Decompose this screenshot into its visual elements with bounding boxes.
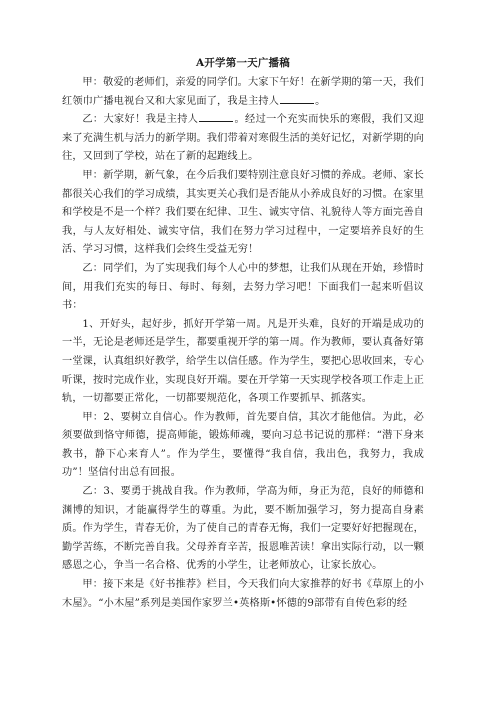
- paragraph-3: 甲：新学期，新气象，在今后我们要特别注意良好习惯的养成。老师、家长都很关心我们的学习成绩，其实更关心我们是否能从小养成良好的习惯。在家里和学校是不是一个样？我们要在纪律、卫生、诚实守信、礼貌待人等方面完善自我，与人友好相处、诚实守信，我们在努力学习过程中，一定要培养良好的生活、学习习惯，这样我们会终生受益无穷！: [62, 169, 424, 256]
- paragraph-text: 乙：大家好！我是主持人: [82, 114, 199, 126]
- paragraph-1: [62, 74, 424, 111]
- paragraph-text: 甲：敬爱的老师们，亲爱的同学们。大家下午好！在新学期的第一天，我们红领巾广播电视台又和大家见面了，我是主持人: [62, 77, 424, 107]
- paragraph-text: 。经过一个充实而快乐的寒假，我们又迎来了充满生机与活力的新学期。我们带着对寒假生活的美好记忆，对新学期的向往，又回到了学校，站在了新的起跑线上。: [62, 114, 424, 163]
- paragraph-5: 1、开好头，起好步，抓好开学第一周。凡是开头难，良好的开端是成功的一半，无论是老师还是学生，都要重视开学的第一周。作为教师，要认真备好第一堂课，认真组织好教学，给学生以信任感。作为学生，要把心思收回来，专心听课，按时完成作业，实现良好开端。要在开学第一天实现学校各项工作走上正轨，一切都要正常化，一切都要规范化，各项工作要抓早、抓落实。: [62, 318, 424, 405]
- paragraph-6: 甲：2、要树立自信心。作为教师，首先要自信，其次才能他信。为此，必须要做到恪守师德，提高师能，锻炼师魂，要向习总书记说的那样：“潜下身来教书，静下心来育人”。作为学生，要懂得“我自信，我出色，我努力，我成功”！坚信付出总有回报。: [62, 411, 424, 479]
- document-title: A开学第一天广播稿: [196, 57, 290, 69]
- paragraph-8: 甲：接下来是《好书推荐》栏目，今天我们向大家推荐的好书《草原上的小木屋》。“小木屋”系列是美国作家罗兰•英格斯•怀德的9部带有自传色彩的经: [62, 579, 424, 609]
- paragraph-text: 。: [315, 95, 326, 107]
- paragraph-7: 乙：3、要勇于挑战自我。作为教师，学高为师，身正为范，良好的师德和渊博的知识，才能赢得学生的尊重。为此，要不断加强学习，努力提高自身素质。作为学生，青春无价，为了使自己的青春无悔，我们一定要好好把握现在，勤学苦练，不断完善自我。父母养育辛苦，报恩唯苦读！拿出实际行动，以一颗感恩之心，争当一名合格、优秀的小学生，让老师放心，让家长放心。: [62, 486, 424, 572]
- paragraph-2: [62, 111, 424, 167]
- name-blank: [280, 93, 314, 104]
- paragraph-4: 乙：同学们，为了实现我们每个人心中的梦想，让我们从现在开始，珍惜时间，用我们充实的每日、每时、每刻，去努力学习吧！下面我们一起来听倡议书：: [62, 262, 424, 312]
- name-blank: [199, 111, 233, 122]
